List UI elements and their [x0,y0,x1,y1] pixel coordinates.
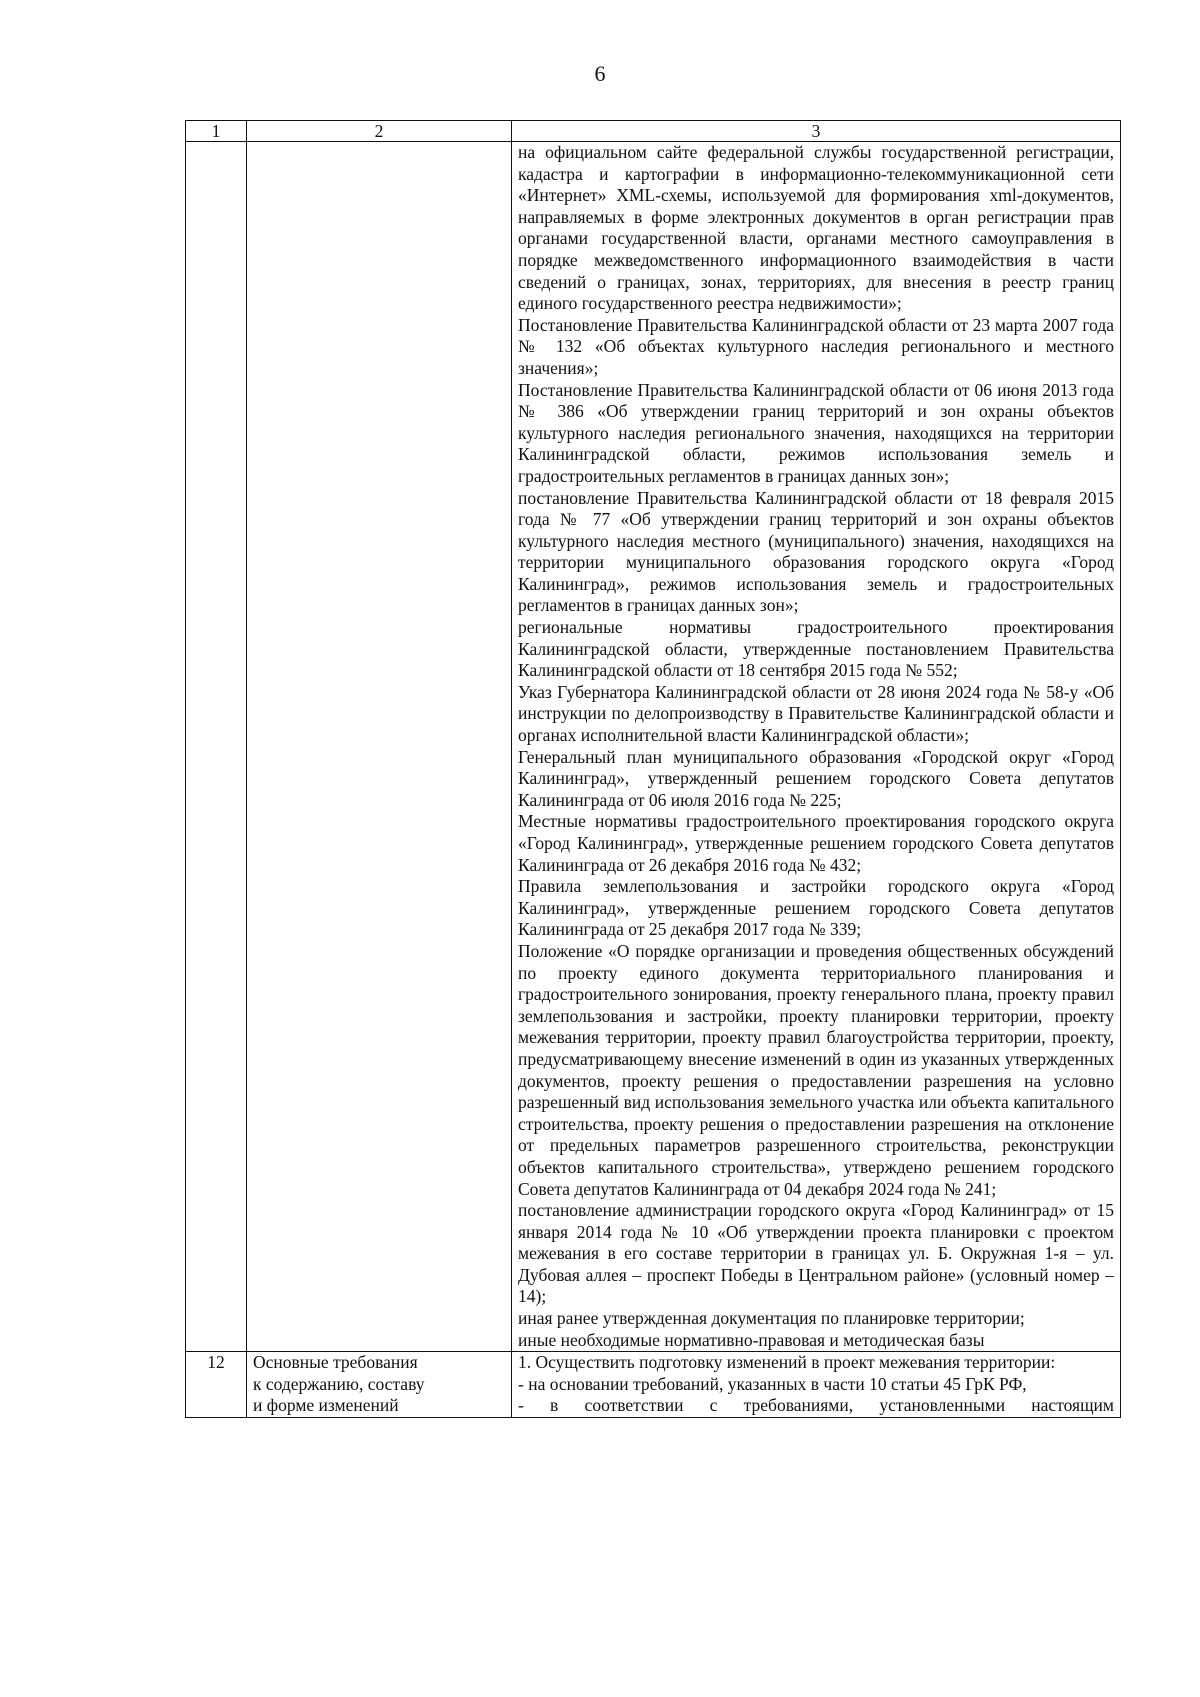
row-name-line: и форме изменений [253,1395,399,1416]
content-paragraph: - на основании требований, указанных в части 10 статьи 45 ГрК РФ, [518,1373,1027,1394]
content-paragraph: региональные нормативы градостроительного проектирования Калининградской области, утвержденные постановлением Правительства Калининградской области от 18 сентября 2015 года № 552; [518,617,1114,681]
row-number-cell: 12 [186,1352,247,1418]
row-content-cell [512,142,1121,1352]
header-col-2: 2 [247,121,512,142]
row-name-cell [247,142,512,1352]
content-paragraph: Указ Губернатора Калининградской области от 28 июня 2024 года № 58-у «Об инструкции по делопроизводству в Правительстве Калининградской области и органах исполнительной власти Калининградской области»; [518,681,1114,746]
header-col-1: 1 [186,121,247,142]
content-paragraph: Местные нормативы градостроительного проектирования городского округа «Город Калининград», утвержденные решением городского Совета депутатов Калининграда от 26 декабря 2016 года № 432; [518,811,1114,875]
row-name-line: к содержанию, составу [253,1373,425,1394]
table-header-row [186,121,1121,142]
requirements-table [185,120,1121,1418]
content-paragraph: Генеральный план муниципального образования «Городской округ «Город Калининград», утвержденный решением городского Совета депутатов Калининграда от 06 июля 2016 года № 225; [518,746,1114,810]
row-number-cell [186,142,247,1352]
page-number: 6 [594,61,606,86]
row-name-line: Основные требования [253,1352,418,1373]
content-paragraph: иные необходимые нормативно-правовая и методическая базы [518,1329,985,1350]
table-row [186,142,1121,1352]
content-paragraph: - в соответствии с требованиями, установленными настоящим [518,1395,1114,1416]
content-paragraph: Постановление Правительства Калининградской области от 23 марта 2007 года № 132 «Об объектах культурного наследия регионального и местного значения»; [518,314,1114,378]
content-paragraph: 1. Осуществить подготовку изменений в проект межевания территории: [518,1352,1056,1373]
content-paragraph: на официальном сайте федеральной службы государственной регистрации, кадастра и картографии в информационно-телекоммуникационной сети «Интернет» XML-схемы, используемой для формирования xml-документов, направляемых в форме электронных документов в орган регистрации прав органами государственной власти, органами местного самоуправления в порядке межведомственного информационного взаимодействия в части сведений о границах, зонах, территориях, для внесения в реестр границ единого государственного реестра недвижимости»; [518,142,1114,314]
content-paragraph: Правила землепользования и застройки городского округа «Город Калининград», утвержденные решением городского Совета депутатов Калининграда от 25 декабря 2017 года № 339; [518,876,1114,940]
content-paragraph: Постановление Правительства Калининградской области от 06 июня 2013 года № 386 «Об утверждении границ территорий и зон охраны объектов культурного наследия регионального значения, находящихся на территории Калининградской области, режимов использования земель и градостроительных регламентов в границах данных зон»; [518,379,1114,486]
row-name-cell [247,1352,512,1418]
content-paragraph: Положение «О порядке организации и проведения общественных обсуждений по проекту единого документа территориального планирования и градостроительного зонирования, проекту генерального плана, проекту правил землепользования и застройки, проекту планировки территории, проекту межевания территории, проекту правил благоустройства территории, проекту, предусматривающему внесение изменений в один из указанных утвержденных документов, проекту решения о предоставлении разрешения на условно разрешенный вид использования земельного участка или объекта капитального строительства, проекту решения о предоставлении разрешения на отклонение от предельных параметров разрешенного строительства, реконструкции объектов капитального строительства», утверждено решением городского Совета депутатов Калининграда от 04 декабря 2024 года № 241; [518,940,1114,1199]
row-content-cell [512,1352,1121,1418]
table-row [186,1352,1121,1418]
content-paragraph: постановление Правительства Калининградской области от 18 февраля 2015 года № 77 «Об утверждении границ территорий и зон охраны объектов культурного наследия местного (муниципального) значения, находящихся на территории муниципального образования городского округа «Город Калининград», режимов использования земель и градостроительных регламентов в границах данных зон»; [518,487,1114,616]
content-paragraph: постановление администрации городского округа «Город Калининград» от 15 января 2014 года № 10 «Об утверждении проекта планировки с проектом межевания в его составе территории в границах ул. Б. Окружная 1-я – ул. Дубовая аллея – проспект Победы в Центральном районе» (условный номер – 14); [518,1200,1114,1307]
header-col-3: 3 [512,121,1121,142]
content-paragraph: иная ранее утвержденная документация по планировке территории; [518,1308,1025,1329]
